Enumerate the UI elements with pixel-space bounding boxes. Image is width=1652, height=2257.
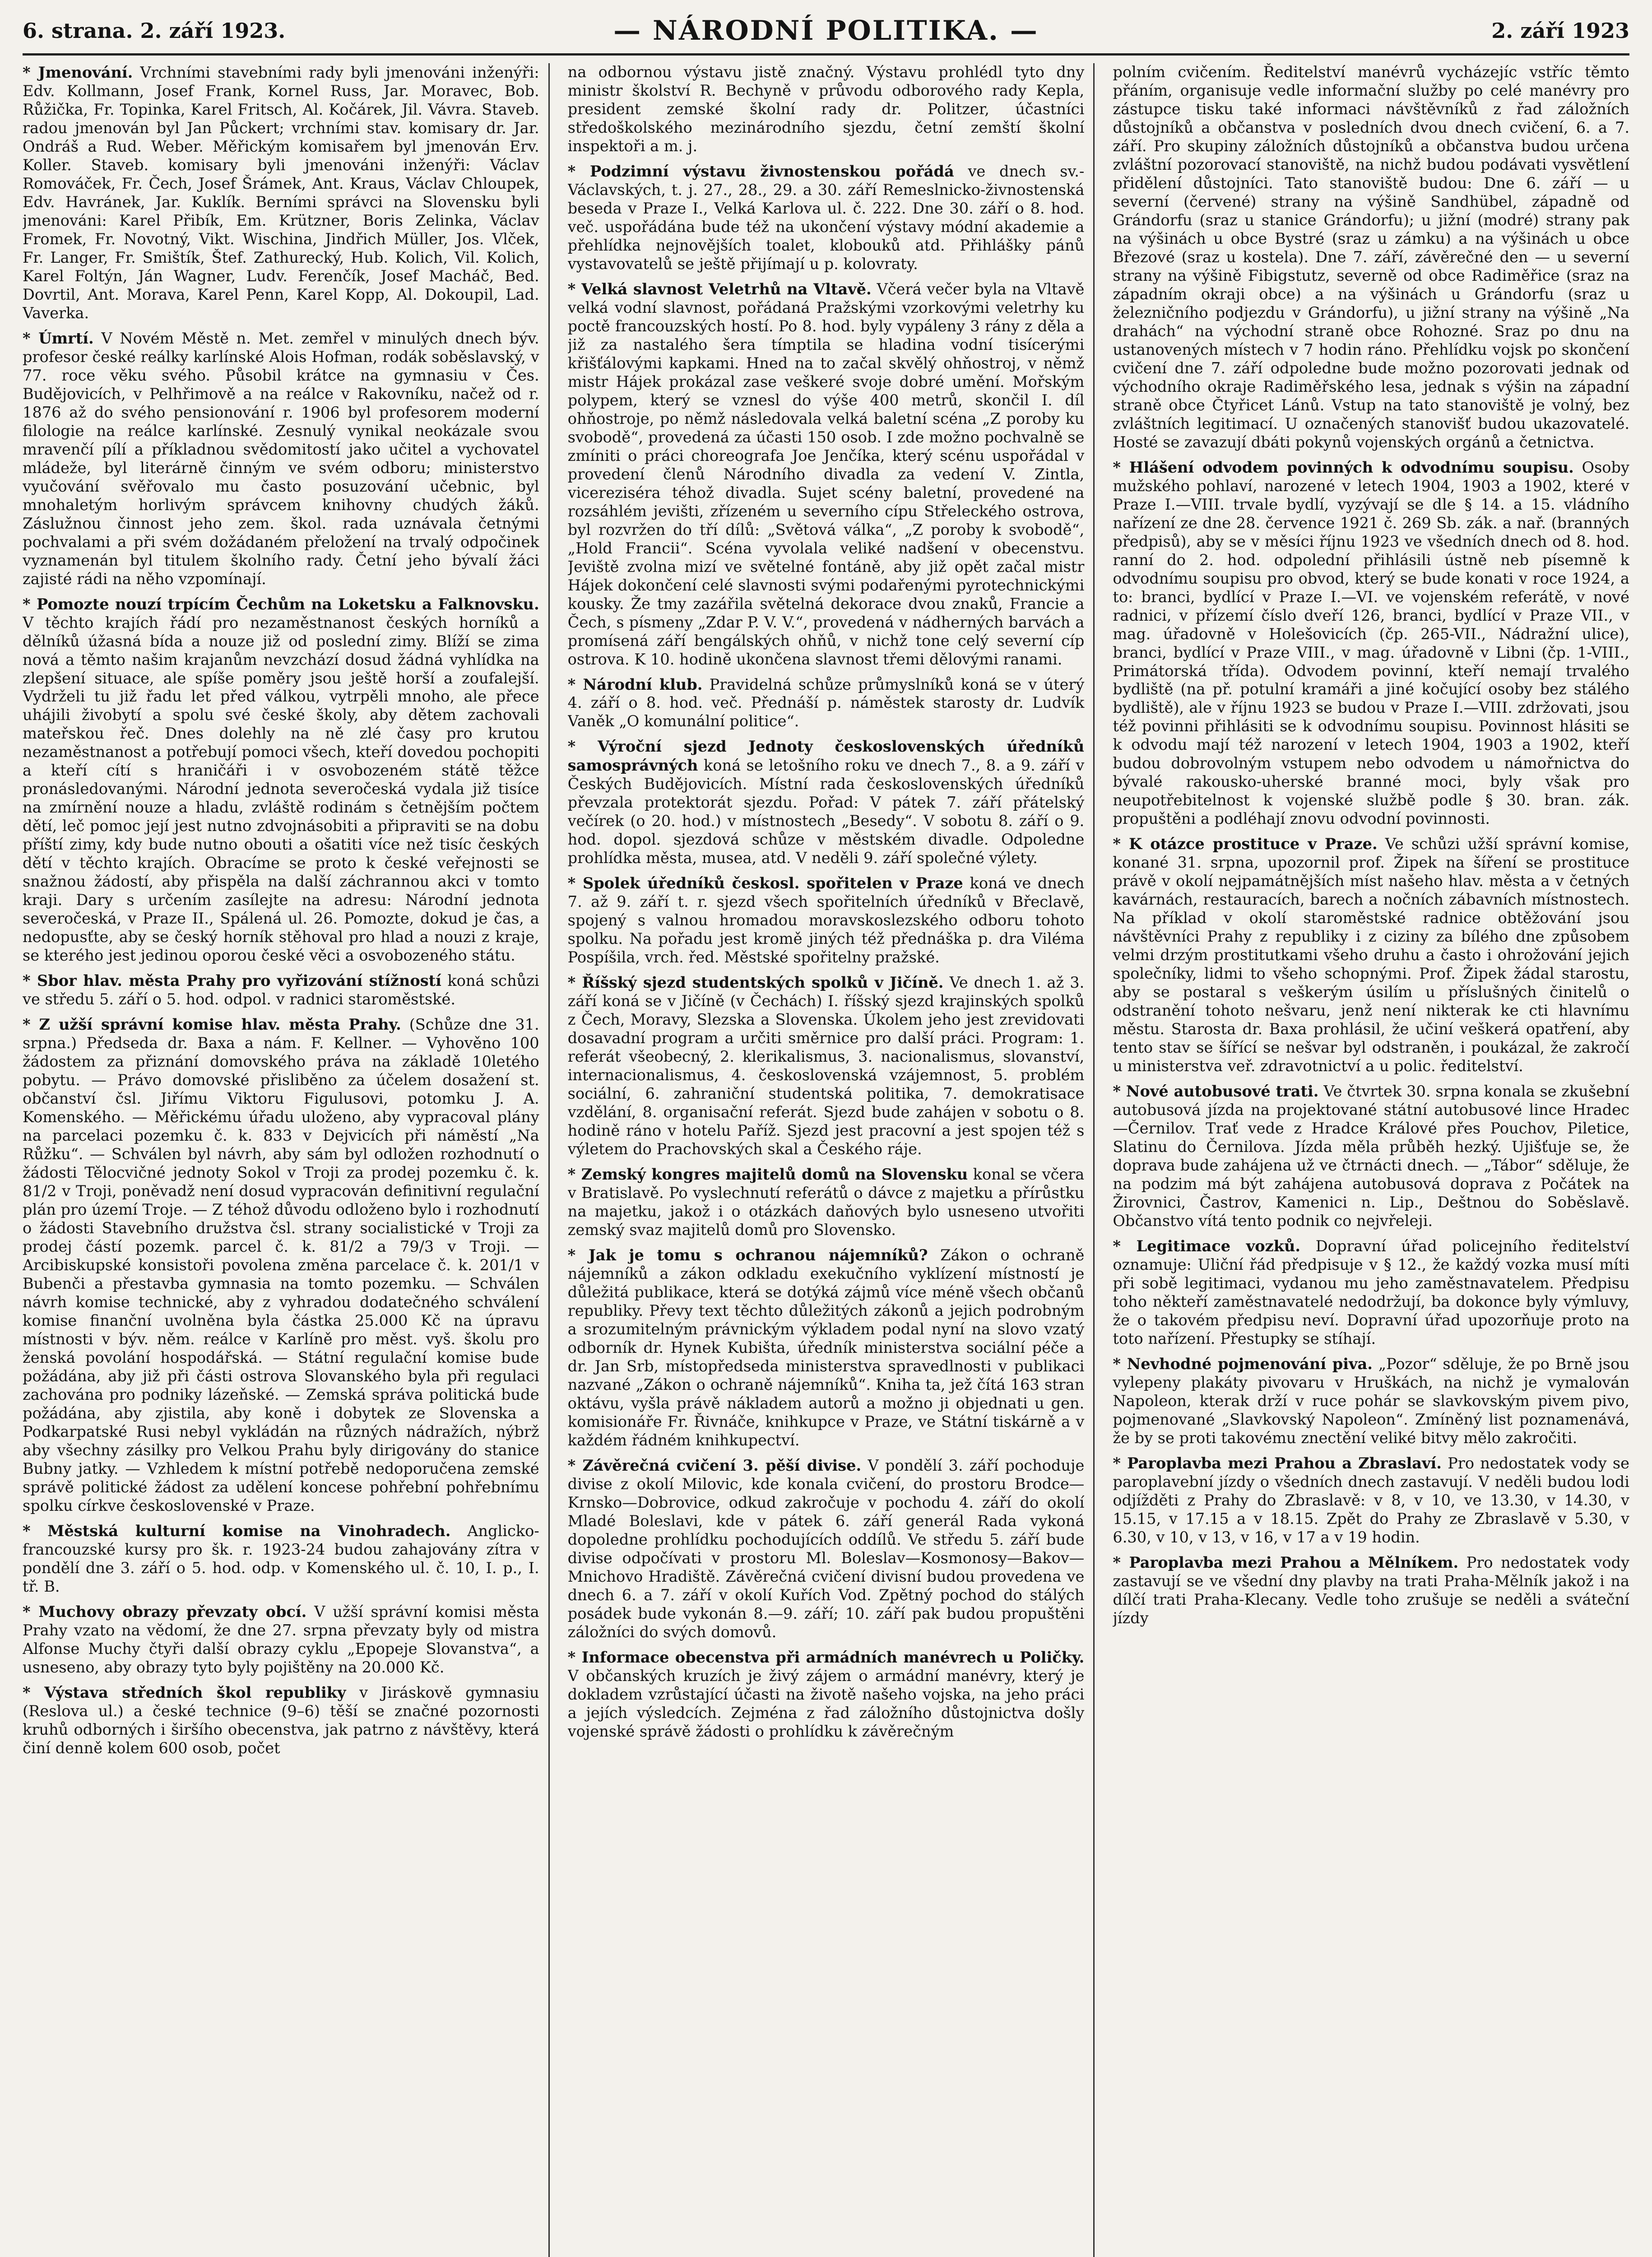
article (568, 874, 1085, 967)
article-heading: * Městská kulturní komise na Vinohradech. (23, 1521, 451, 1540)
article-heading: * Paroplavba mezi Prahou a Mělníkem. (1113, 1553, 1459, 1571)
article-heading: * Spolek úředníků českosl. spořitelen v Praze (567, 874, 963, 892)
column-3 (1113, 63, 1629, 2257)
masthead-title: — NÁRODNÍ POLITIKA. — (613, 15, 1039, 46)
article-heading: * Národní klub. (567, 675, 703, 693)
article-text: Včerá večer byla na Vltavě velká vodní slavnost, pořádaná Pražskými vzorkovými veletrhy ku poctě francouzských hostí. Po 8. hod. byly vypáleny 3 rány z děla a již za nastalého šera tímptila se hladina vodní tisícerými křišťálovými kapkami. Hned na to začal skvělý ohňostroj, v němž mistr Hájek prokázal zase veškeré svoje dobré umění. Mořským polypem, který se vznesl do výše 400 metrů, skončil I. díl ohňostroje, po němž následovala velká baletní scéna „Z poroby ku svobodě“, provedená za účasti 150 osob. I zde možno pochvalně se zmíniti o práci choreografa Joe Jenčíka, který scénu uspořádal v provedení členů Národního divadla za vedení V. Zintla, vicereziséra téhož divadla. Sujet scény baletní, provedené na rozsáhlém jevišti, zřízeném u severního cípu Střeleckého ostrova, byl rozvržen do tří dílů: „Světová válka“, „Z poroby k svobodě“, „Hold Francii“. Scéna vyvolala veliké nadšení v obecenstvu. Jeviště zvolna mizí ve světelné fontáně, aby již opět začal mistr Hájek dokončení celé slavnosti svými podařenými pyrotechnickými kousky. Že tmy zazářila světelná dekorace dvou znaků, Francie a Čech, s písmeny „Zdar P. V. V.“, provedená v nádherných barvách a promísená září bengálských ohňů, v nichž tone celý severní cíp ostrova. K 10. hodině ukončena slavnost třemi dělovými ranami. (567, 280, 1085, 668)
article-heading: * Jak je tomu s ochranou nájemníků? (567, 1246, 928, 1264)
article-text: Ve schůzi užší správní komise, konané 31. srpna, upozornil prof. Žipek na šíření se prostituce právě v okolí nejpamátnějších míst našeho hlav. města a v četných kavárnách, restauracích, barech a nočních zábavních místnostech. Na příklad v okolí staroměstské radnice obtěžování jsou návštěvníci Prahy z republiky i z ciziny za bílého dne způsobem velmi drzým prostitutkami všeho druhu a často i ohrožování jejich společníky, lidmi to všeho schopnými. Prof. Žipek žádal starostu, aby se postaral s veškerým úsilím u příslušných činitelů o odstranění tohoto nešvaru, jenž není nikterak ke cti hlavnímu městu. Starosta dr. Baxa prohlásil, že učiní veškerá opatření, aby tento stav se šířící se nešvar byl odstraněn, i poukázal, že zakročí u ministerstva veř. zdravotnictví a u polic. ředitelství. (1113, 835, 1630, 1075)
article (568, 63, 1085, 156)
article-text: Pravidelná schůze průmyslníků koná se v úterý 4. září o 8. hod. več. Přednáší p. náměstek starosty dr. Ludvík Vaněk „O komunální politice“. (567, 675, 1085, 730)
article-heading: * Zemský kongres majitelů domů na Slovensku (567, 1165, 968, 1184)
article-heading: * Hlášení odvodem povinných k odvodnímu soupisu. (1113, 458, 1574, 476)
article-text: Pro nedostatek vody zastavují se ve všední dny plavby na trati Praha-Mělník jakož i na dílčí trati Praha-Klecany. Vedle toho zrušuje se neděli a sváteční jízdy (1113, 1553, 1630, 1627)
article-text: Dopravní úřad policejního ředitelství oznamuje: Uliční řád předpisuje v § 12., že každý vozka musí míti při sobě legitimaci, vydanou mu jeho zaměstnavatelem. Předpisu toho někteří zaměstnavatelé nedodržují, ba dokonce byly výmluvy, že o takovém předpisu neví. Dopravní úřad upozorňuje proto na toto nařízení. Přestupky se stíhají. (1113, 1237, 1630, 1347)
article (1113, 1355, 1629, 1448)
article-text: V Novém Městě n. Met. zemřel v minulých dnech býv. profesor české reálky karlínské Alois Hofman, rodák soběslavský, v 77. roce věku svého. Působil krátce na gymnasiu v Čes. Budějovicích, v Pelhřimově a na reálce v Rakovníku, načež od r. 1876 až do svého pensionování r. 1906 byl profesorem moderní filologie na reálce karlínské. Zesnulý vynikal neokázale svou mravenčí pílí a příkladnou svědomitostí jako učitel a vychovatel mládeže, byl literárně činným ve svém odboru; ministerstvo vyučování svěřovalo mu často posuzování učebnic, byl mnohaletým horlivým správcem knihovny chudých žáků. Záslužnou činnost jeho zem. škol. rada uznávala četnými pochvalami a při svém dožádaném přeložení na trvalý odpočinek vyznamenán byl titulem školního rady. Četní jeho bývalí žáci zajisté rádi na něho vzpomínají. (23, 329, 539, 588)
article (1113, 1237, 1629, 1348)
page-number-date: 6. strana. 2. září 1923. (23, 19, 286, 43)
column-1 (23, 63, 550, 2257)
article-heading: * Úmrtí. (23, 329, 94, 347)
article-text: Ve čtvrtek 30. srpna konala se zkušební autobusová jízda na projektované státní autobusové lince Hradec—Černilov. Trať vede z Hradce Králové přes Pouchov, Piletice, Slatinu do Černilova. Jízda měla průběh hezký. Ujišťuje se, že doprava bude zahájena už ve čtrnácti dnech. — „Tábor“ sděluje, že na podzim má být zahájena autobusová doprava z Počátek na Žirovnici, Častrov, Kamenici n. Lip., Deštnou do Soběslavě. Občanstvo vítá tento podnik co nejvřeleji. (1113, 1082, 1630, 1230)
article-heading: * Podzimní výstavu živnostenskou pořádá (567, 162, 954, 180)
article (568, 1165, 1085, 1240)
article (23, 329, 539, 589)
article-text: Pro nedostatek vody se paroplavební jízdy o všedních dnech zastavují. V neděli budou lodi odjížděti z Prahy do Zbraslavě: v 8, v 10, ve 13.30, v 14.30, v 15.15, v 17.15 a v 18.15. Zpět do Prahy ze Zbraslavě v 5.30, v 6.30, v 10, v 13, v 16, v 17 a v 19 hodin. (1113, 1454, 1630, 1546)
article-heading: * Z užší správní komise hlav. města Prahy. (23, 1015, 401, 1034)
article-heading: * Výroční sjezd Jednoty československých úředníků samosprávných (567, 737, 1085, 775)
article-heading: * Nové autobusové trati. (1113, 1082, 1319, 1101)
article-heading: * K otázce prostituce v Praze. (1113, 835, 1378, 853)
article-columns (23, 63, 1629, 2257)
article (23, 971, 539, 1009)
article-text: koná se letošního roku ve dnech 7., 8. a 9. září v Českých Budějovicích. Místní rada československých úředníků převzala protektorát sjezdu. Pořad: V pátek 7. září přátelský večírek (o 20. hod.) v místnostech „Besedy“. V sobotu 8. září o 9. hod. dopol. sjezdová schůze v městském divadle. Odpoledne prohlídka města, musea, atd. V neděli 9. září společné výlety. (567, 757, 1085, 867)
article-text: V těchto krajích řádí pro nezaměstnanost českých horníků a dělníků úžasná bída a nouze již od poslední zimy. Blíží se zima nová a těmto našim krajanům nevzchází dosud žádná vyhlídka na zlepšení situace, ale spíše poměry jsou ještě horší a zoufalejší. Vydrželi tu již řadu let před válkou, vytrpěli mnoho, ale přece uhájili živobytí a spolu své české školy, aby dětem zachovali mateřskou řeč. Dnes dolehly na ně zlé časy pro krutou nezaměstnanost a potřebují pomoci všech, kteří dovedou pochopiti a kteří cítí s hraničáři i v osvobozeném státě těžce pronásledovanými. Národní jednota severočeská vydala již tisíce na zmírnění nouze a hladu, zvláště rodinám s četnějším počtem dětí, leč pomoc její jest nutno zdvojnásobiti a připraviti se na dobu příští zimy, kdy bude nutno obouti a ošatiti více než tisíc českých dětí v těchto krajích. Obracíme se proto k české veřejnosti se snažnou žádostí, aby přispěla na další záchrannou akci v tomto kraji. Dary s určením zasílejte na adresu: Národní jednota severočeská, v Praze II., Spálená ul. 26. Pomozte, dokud je čas, a nedopusťte, aby se český horník stěhoval pro hlad a nouzi z kraje, se kterého jest jedinou oporou české věci a osvobozeného státu. (23, 613, 539, 965)
article-text: (Schůze dne 31. srpna.) Předseda dr. Baxa a nám. F. Kellner. — Vyhověno 100 žádostem za přiznání domovského práva na základě 10letého pobytu. — Právo domovské přisliběno za účelem dosažení st. občanství čsl. Jiřímu Viktoru Figulusovi, potomku J. A. Komenského. — Měřickému úřadu uloženo, aby vypracoval plány na parcelaci pozemku č. k. 833 v Dejvicích při náměstí „Na Růžku“. — Schválen byl návrh, aby sám byl odložen rozhodnutí o žádosti Tělocvičné jednoty Sokol v Troji za prodej pozemku č. k. 81/2 v Troji, poněvadž není dosud vypracován definitivní regulační plán pro území Troje. — Z téhož důvodu odloženo bylo i rozhodnutí o žádosti Stavebního družstva čsl. strany socialistické v Troji za prodej částí pozemk. parcel č. k. 81/2 a 79/3 v Troji. — Arcibiskupské konsistoři povolena změna parcelace č. k. 201/1 v Bubenči a přestavba gymnasia na tomto pozemku. — Schválen návrh komise technické, aby z vyhradou dodatečného schválení komise finanční uvolněna byla částka 25.000 Kč na úpravu místnosti v býv. něm. reálce v Karlíně pro měst. vyš. školu pro ženská povolání hospodářská. — Státní regulační komise bude požádána, aby již při části ostrova Slovanského byla při regulaci zachována pro podniky lázeňské. — Zemská správa politická bude požádána, aby zjistila, aby koně i dobytek ze Slovenska a Podkarpatské Rusi nebyl vykládán na různých nádražích, nýbrž aby všechny zásilky pro Velkou Prahu byly dirigovány do stanice Bubny jatky. — Vzhledem k místní potřebě nedoporučena zemské správě politické žádost za udělení koncese pohřební pohřebnímu spolku církve československé v Praze. (23, 1016, 539, 1514)
article-text: v Jiráskově gymnasiu (Reslova ul.) a české technice (9–6) těší se značné pozornosti kruhů odborných i širšího obecenstva, jak patrno z návštěvy, která činí denně kolem 600 osob, počet (23, 1683, 539, 1757)
article-heading: * Pomozte nouzí trpícím Čechům na Loketsku a Falknovsku. (23, 594, 539, 613)
article-text: V pondělí 3. září pochoduje divise z okolí Milovic, kde konala cvičení, do prostoru Brodce—Krnsko—Dobrovice, odkud zakročuje v pochodu 4. září do okolí Mladé Boleslavi, kde v pátek 6. září generál Rada vykoná dopoledne prohlídku pochodujících oddílů. Ve středu 5. září bude divise odpočívati v prostoru Ml. Boleslav—Kosmonosy—Bakov—Mnichovo Hradiště. Závěrečná cvičení divisní budou provedena ve dnech 6. a 7. září v okolí Kuřích Vod. Zpětný pochod do stálých posádek bude vykonán 8.—9. září; 10. září pak budou propuštěni záložníci do svých domovů. (567, 1456, 1085, 1641)
article-text: „Pozor“ sděluje, že po Brně jsou vylepeny plakáty pivovaru v Hruškách, na nichž je vymalován Napoleon, kterak drží v ruce pohár se slavkovským pivem pivo, pojmenované „Slavkovský Napoleon“. Zmíněný list poznamenává, že by se proti takovému znectění veliké bitvy mělo zakročiti. (1113, 1355, 1630, 1447)
article-heading: * Výstava středních škol republiky (23, 1683, 346, 1701)
article (1113, 835, 1629, 1076)
article (568, 973, 1085, 1159)
article-heading: * Sbor hlav. města Prahy pro vyřizování stížností (23, 971, 441, 990)
article (23, 1602, 539, 1677)
article-heading: * Říšský sjezd studentských spolků v Jičíně. (567, 973, 944, 992)
article-text: V občanských kruzích je živý zájem o armádní manévry, který je dokladem vzrůstající účasti na životě našeho vojska, na jeho práci a jejích výsledcích. Zejména z řad záložního důstojnictva došly vojenské správě žádosti o prohlídku k závěrečným (567, 1667, 1085, 1740)
article (1113, 458, 1629, 829)
column-2 (568, 63, 1095, 2257)
article-heading: * Nevhodné pojmenování piva. (1113, 1354, 1373, 1373)
article-text: koná schůzi ve středu 5. září o 5. hod. odpol. v radnici staroměstské. (23, 972, 539, 1008)
article (23, 1522, 539, 1596)
article-text: koná ve dnech 7. až 9. září t. r. sjezd všech spořitelních úředníků v Břeclavě, spojený s valnou hromadou moravskoslezského odboru tohoto spolku. Na pořadu jest kromě jiných též přednáška p. dra Viléma Pospíšila, vrch. řed. Městské spořitelny pražské. (567, 874, 1085, 966)
article-text: na odbornou výstavu jistě značný. Výstavu prohlédl tyto dny ministr školství R. Bechyně v průvodu odborového rady Kepla, president zemské školní rady dr. Politzer, účastníci středoškolského mezinárodního sjezdu, četní zemští školní inspektoři a m. j. (567, 63, 1085, 155)
article (568, 675, 1085, 731)
article (568, 737, 1085, 868)
article (23, 1683, 539, 1758)
article-text: ve dnech sv.-Václavských, t. j. 27., 28., 29. a 30. září Remeslnicko-živnostenská beseda v Praze I., Velká Karlova ul. č. 222. Dne 30. září o 8. hod. več. uspořádána bude též na ukončení výstavy módní akademie a přehlídka nejnovějších toalet, klobouků atd. Přihlášky pánů vystavovatelů se ještě přijímají u p. kolovraty. (567, 162, 1085, 273)
article (568, 1246, 1085, 1450)
article (23, 1015, 539, 1515)
article-text: Ve dnech 1. až 3. září koná se v Jičíně (v Čechách) I. říšský sjezd krajinských spolků z Čech, Moravy, Slezska a Slovenska. Úkolem jeho jest zrevidovati dosavadní program a určiti směrnice pro další práci. Program: 1. referát všeobecný, 2. klerikalismus, 3. nacionalismus, slovanství, internacionalismus, 4. československá vzájemnost, 5. problém sociální, 6. zahraniční studentská politika, 7. demokratisace vzdělání, 8. organisační referát. Sjezd bude zahájen v sobotu o 8. hodině ráno v hotelu Paříž. Sjezd jest pracovní a jest spojen též s výletem do Prachovských skal a Českého ráje. (567, 974, 1085, 1158)
article-text: Osoby mužského pohlaví, narozené v letech 1904, 1903 a 1902, které v Praze I.—VIII. trvale bydlí, vyzývají se dle § 14. a 15. vládního nařízení ze dne 28. července 1921 č. 269 Sb. zák. a nař. (branných předpisů), aby se v měsíci říjnu 1923 ve všedních dnech od 8. hod. ranní do 2. hod. odpolední přihlásili ústně neb písemně k odvodnímu soupisu pro obvod, který se bude konati v roce 1924, a to: branci, bydlící v Praze I.—VI. ve vojenském referátě, v nové radnici, v přízemí číslo dveří 126, branci, bydlící v Praze VII., v mag. úřadovně v Holešovicích (čp. 265-VII., Nádražní ulice), branci, bydlící v Praze VIII., v mag. úřadovně v Libni (čp. 1-VIII., Primátorská třída). Odvodem povinní, kteří nemají trvalého bydliště (na př. potulní kramáři a jiné kočující osoby bez stálého bydliště), ale v říjnu 1923 se budou v Praze I.—VIII. zdržovati, jsou též povinni přihlásiti se k odvodnímu soupisu. Povinnost hlásiti se k odvodu mají též narození v letech 1904, 1903 a 1902, kteří budou dobrovolným vstupem nebo odvodem u námořnictva do bývalé rakousko-uherské branné moci, byly však pro neupotřebitelnost k vojenské službě podle § 30. bran. zák. propuštěni a podléhají znovu odvodní povinnosti. (1113, 458, 1630, 828)
article (23, 63, 539, 323)
article-heading: * Jmenování. (23, 63, 133, 81)
article-text: Vrchními stavebními rady byli jmenováni inženýři: Edv. Kollmann, Josef Frank, Kornel Russ, Jar. Moravec, Bob. Růžička, Fr. Topinka, Karel Fritsch, Al. Kočárek, Jil. Vávra. Staveb. radou jmenován byl Jan Půckert; vrchními stav. komisary dr. Jar. Ondráš a Rud. Weber. Měřickým komisařem byl jmenován Erv. Koller. Staveb. komisary byli jmenováni inženýři: Václav Romováček, Fr. Čech, Josef Šrámek, Ant. Kraus, Václav Chloupek, Edv. Havránek, Jar. Kuklík. Berními správci na Slovensku byli jmenováni: Karel Přibík, Em. Krützner, Boris Zelinka, Václav Fromek, Fr. Novotný, Vikt. Wischina, Jindřich Müller, Jos. Vlček, Fr. Langer, Fr. Smištík, Štef. Zathurecký, Hub. Kolich, Vil. Kolich, Karel Foltýn, Ján Wagner, Ludv. Ferenčík, Josef Macháč, Bed. Dovrtil, Ant. Morava, Karel Penn, Karel Kopp, Al. Dokoupil, Lad. Vaverka. (23, 64, 539, 322)
article-text: V užší správní komisi města Prahy vzato na vědomí, že dne 27. srpna převzaty byly od mistra Alfonse Muchy čtyři další obrazy cyklu „Epopeje Slovanstva“, a usneseno, aby obrazy tyto byly pojištěny na 20.000 Kč. (23, 1602, 539, 1676)
article (568, 162, 1085, 274)
article (1113, 1082, 1629, 1231)
article-heading: * Legitimace vozků. (1113, 1237, 1301, 1255)
article-text: konal se včera v Bratislavě. Po vyslechnutí referátů o dávce z majetku a přírůstku na majetku, jakož i o otázkách daňových bylo usneseno utvořiti zemský svaz majitelů domů pro Slovensko. (567, 1166, 1085, 1239)
article (568, 1648, 1085, 1741)
header-date: 2. září 1923 (1491, 19, 1629, 43)
article (1113, 63, 1629, 452)
page-header (23, 8, 1629, 56)
article-heading: * Muchovy obrazy převzaty obcí. (23, 1602, 307, 1621)
article-text: polním cvičením. Ředitelství manévrů vycházejíc vstříc těmto přáním, organisuje vedle informační služby po celé manévry pro zástupce tisku také informaci návštěvníků z řad záložních důstojníků a občanstva v posledních dvou dnech cvičení, 6. a 7. září. Pro skupiny záložních důstojníků a občanstva budou určena zvláštní pozorovací stanoviště, na nichž budou podávati vysvětlení přidělení důstojníci. Tato stanoviště budou: Dne 6. září — u severní (červené) strany na výšině Sandhübel, západně od Grándorfu (sraz u stanice Grándorfu); u jižní (modré) strany pak na výšinách u obce Bystré (sraz u zámku) a na výšinách u obce Březové (sraz u kostela). Dne 7. září, závěrečné den — u severní strany na výšině Fibigstutz, severně od obce Radiměřice (sraz na západním okraji obce) a na výšinách u Grándorfu (sraz u železničního podjezdu v Grándorfu), u jižní strany na výšině „Na drahách“ na východní straně obce Rohozné. Sraz po dnu na ustanovených místech v 7 hodin ráno. Přehlídku vojsk po skončení cvičení dne 7. září odpoledne bude možno pozorovati jednak od východního okraje Radiměřského lesa, jednak s výšin na západní straně obce Čtyřicet Lánů. Vstup na tato stanoviště je volný, bez zvláštních legitimací. U označených stanovišť budou ukazovatelé. Hosté se zavazují dbáti pokynů vojenských orgánů a četnictva. (1113, 63, 1630, 451)
article (1113, 1553, 1629, 1628)
article-heading: * Paroplavba mezi Prahou a Zbraslaví. (1113, 1454, 1442, 1472)
article-text: Anglicko-francouzské kursy pro šk. r. 1923-24 budou zahajovány zítra v pondělí dne 3. září o 5. hod. odp. v Komenského ul. č. 10, I. p., I. tř. B. (23, 1522, 539, 1595)
article (568, 1456, 1085, 1642)
article (23, 595, 539, 966)
article (568, 280, 1085, 669)
article-heading: * Závěrečná cvičení 3. pěší divise. (567, 1456, 862, 1474)
article-text: Zákon o ochraně nájemníků a zákon odkladu exekučního vyklízení místností je důležitá publikace, která se dotýká zájmů více méně všech občanů republiky. Převy text těchto důležitých zákonů a jejich podrobným a srozumitelným právnickým výkladem podal nyní na slovo vzatý odborník dr. Hynek Kubišta, úředník ministerstva sociální péče a dr. Jan Srb, místopředseda ministerstva spravedlnosti v publikaci nazvané „Zákon o ochraně nájemníků“. Kniha ta, jež čítá 163 stran oktávu, vyšla právě nákladem autorů a možno ji objednati u gen. komisionáře Fr. Řivnáče, knihkupce v Praze, ve Státní tiskárně a v každém řádném knihkupectví. (567, 1246, 1085, 1449)
article-heading: * Informace obecenstva při armádních manévrech u Poličky. (567, 1648, 1085, 1666)
article-heading: * Velká slavnost Veletrhů na Vltavě. (567, 279, 872, 298)
article (1113, 1454, 1629, 1547)
